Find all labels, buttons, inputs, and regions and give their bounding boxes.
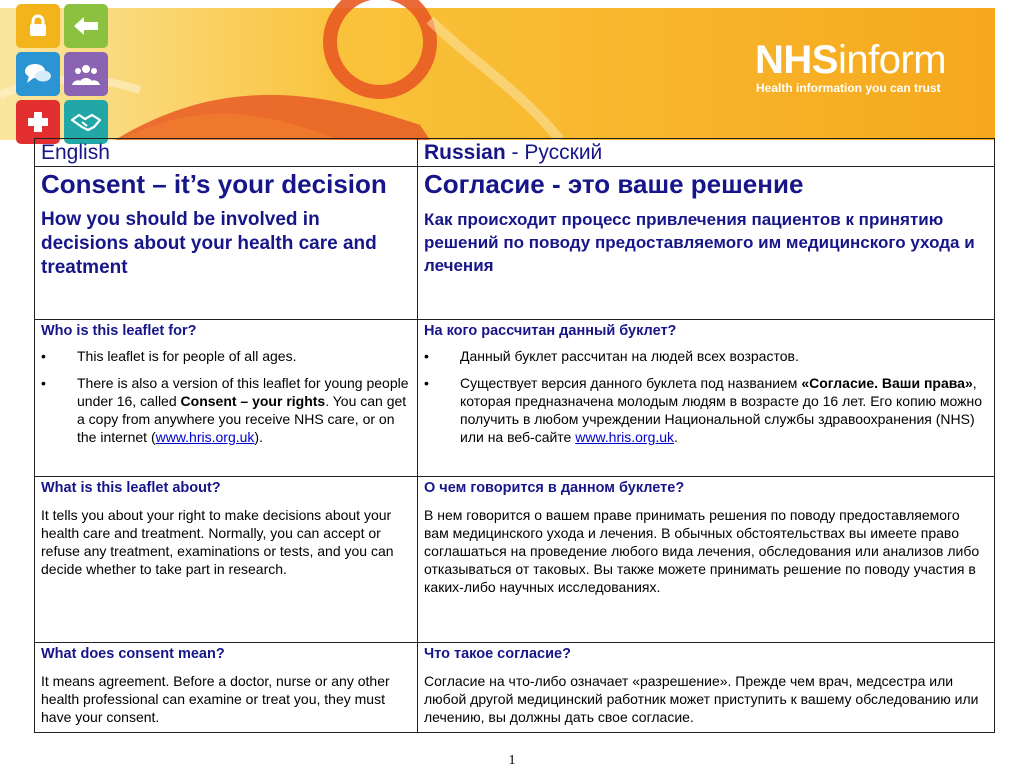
- russian-language-label: Russian: [424, 141, 506, 164]
- english-consent-heading: What does consent mean?: [41, 646, 225, 662]
- section-who-row: [35, 320, 995, 477]
- logo-nhs-text: NHS: [755, 38, 838, 82]
- chat-icon[interactable]: [16, 52, 60, 96]
- title-row: [35, 167, 995, 320]
- russian-title: Согласие - это ваше решение: [424, 169, 804, 199]
- icon-tiles: [16, 4, 112, 146]
- nhs-inform-logo: [755, 40, 946, 80]
- lock-icon[interactable]: [16, 4, 60, 48]
- russian-about-text: В нем говорится о вашем праве принимать решения по поводу предоставляемого вам медицинского ухода и лечения. В обычных обстоятельствах вы имеете право соглашаться на проведение любого вида лечения, обследования или анализов либо отказываться от таковых. Вы также можете принимать решение по поводу участия в каких-либо научных исследованиях.: [424, 507, 980, 595]
- header-banner: [0, 0, 1024, 140]
- leaflet-table: [34, 138, 995, 733]
- russian-about-heading: О чем говорится в данном буклете?: [424, 480, 685, 496]
- english-consent-text: It means agreement. Before a doctor, nurse or any other health professional can examine or treat you, they must have your consent.: [41, 673, 390, 725]
- russian-subtitle: Как происходит процесс привлечения пациентов к принятию решений по поводу предоставляемого им медицинского ухода и лечения: [424, 210, 975, 275]
- page-number: 1: [508, 753, 516, 768]
- english-language-label: English: [41, 141, 110, 164]
- russian-consent-cell: [418, 643, 995, 733]
- english-subtitle: How you should be involved in decisions about your health care and treatment: [41, 209, 377, 278]
- english-about-heading: What is this leaflet about?: [41, 480, 221, 496]
- english-who-cell: [35, 320, 418, 477]
- russian-who-cell: [418, 320, 995, 477]
- language-header-row: [35, 139, 995, 167]
- group-icon[interactable]: [64, 52, 108, 96]
- russian-language-native: - Русский: [505, 141, 603, 164]
- logo-inform-text: inform: [837, 38, 947, 82]
- english-consent-cell: [35, 643, 418, 733]
- russian-title-cell: [418, 167, 995, 320]
- russian-language-cell: [418, 139, 995, 167]
- list-item: • Данный буклет рассчитан на людей всех возрастов.: [424, 347, 988, 365]
- russian-consent-heading: Что такое согласие?: [424, 646, 571, 662]
- list-item: • Существует версия данного буклета под названием «Согласие. Ваши права», которая предназначена молодым людям в возрасте до 16 лет. Его копию можно получить в любом учреждении Национальной службы здравоохранения (NHS) или на веб-сайте www.hris.org.uk.: [424, 374, 988, 446]
- hris-link-ru[interactable]: www.hris.org.uk: [575, 429, 675, 445]
- russian-consent-text: Согласие на что-либо означает «разрешение». Прежде чем врач, медсестра или любой другой медицинский работник может приступить к вашему обследованию или лечению, вы должны дать свое согласие.: [424, 673, 979, 725]
- english-about-text: It tells you about your right to make decisions about your health care and treatment. Normally, you can accept or refuse any treatment, examinations or tests, and you can decide whether to take part in research.: [41, 507, 394, 577]
- hris-link[interactable]: www.hris.org.uk: [155, 429, 255, 445]
- list-item: • This leaflet is for people of all ages.: [41, 347, 411, 365]
- english-about-cell: [35, 477, 418, 643]
- english-who-heading: Who is this leaflet for?: [41, 323, 197, 339]
- english-title-cell: [35, 167, 418, 320]
- logo-tagline: Health information you can trust: [756, 81, 941, 95]
- section-consent-row: [35, 643, 995, 733]
- list-item: • There is also a version of this leaflet for young people under 16, called Consent – your rights. You can get a copy from anywhere you receive NHS care, or on the internet (www.hris.org.uk).: [41, 374, 411, 446]
- english-language-cell: [35, 139, 418, 167]
- english-title: Consent – it’s your decision: [41, 169, 387, 199]
- russian-about-cell: [418, 477, 995, 643]
- section-about-row: [35, 477, 995, 643]
- russian-who-heading: На кого рассчитан данный буклет?: [424, 323, 677, 339]
- arrow-left-icon[interactable]: [64, 4, 108, 48]
